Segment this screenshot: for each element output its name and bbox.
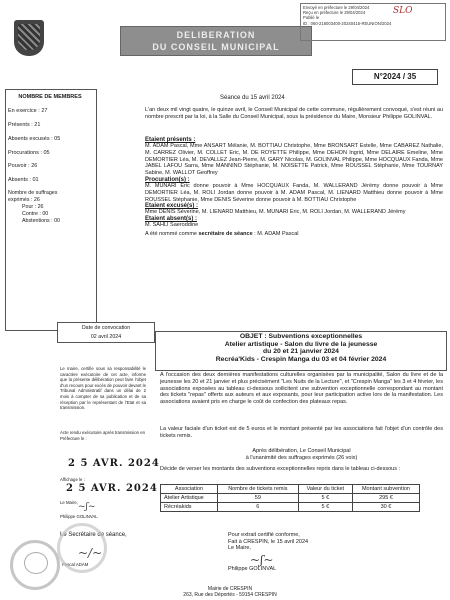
- stat-absents-excuses: Absents excusés : 05: [8, 136, 61, 142]
- intro-paragraph: L'an deux mil vingt quatre, le quinze avril, le Conseil Municipal de cette commune, régulièrement convoqué, s'est réuni au nombre prescrit par la loi, à la Salle du Conseil Municipal, sous la présidence du Maire, Monsieur Philippe GOLINVAL.: [145, 107, 443, 120]
- prefecture-stamp: [300, 3, 446, 41]
- body-paragraph-1: A l'occasion des deux dernières manifestations culturelles organisées par la municipalité, Salon du livre et de la jeunesse les 20 et 21 janvier et plus précisément "Les Nuits de la Lecture", et "Crespin Manga" les 3 et 4 février, les associations exposées au tableau ci-dessous sollicitent une subvention exceptionnelle correspondant au montant des tickets "repas" offerts aux auteurs et aux exposants, pour leur participation active lors de la manifestation. Les associations avaient pris en charge le coût de confection des plateaux repas.: [160, 372, 443, 406]
- procurations-title: Procuration(s) :: [145, 176, 190, 183]
- secretary-line: [145, 231, 443, 238]
- certification-block: [228, 532, 308, 552]
- deliberation-number: N°2024 / 35: [352, 69, 438, 85]
- stamp-line: Reçu en préfecture le 29/04/2024: [303, 10, 366, 16]
- cell-tickets: 6: [217, 503, 298, 512]
- votes-abstentions: Abstentions : 00: [22, 218, 60, 224]
- left-maire-label: Le Maire,: [60, 500, 78, 505]
- body-paragraph-2: La valeur faciale d'un ticket est de 5 euros et le montant présenté par les associations fait l'objet d'un contrôle des tickets remis.: [160, 426, 443, 439]
- cell-valeur: 5 €: [298, 494, 352, 503]
- procurations-text: M. MUNARI Eric donne pouvoir à Mme HOCQUAUX Fanda, M. WALLERAND Jérémy donne pouvoir à Mme DEMORTIER Léa, M. ROLI Jordan donne pouvoir à M. ADAM Pascal, M. LIENARD Matthieu donne pouvoir à Mme ROUSSEL Stéphanie, Mme DENIS Séverine donne pouvoir à M. BOTTIAU Christophe: [145, 182, 443, 203]
- absents-text: M. SAHLI Saeroddine: [145, 222, 199, 229]
- presents-text: M. ADAM Pascal, Mme ANSART Mélanie, M. BOTTIAU Christophe, Mme BRONSART Estelle, Mme CABAREZ Nathalie, M. CARREZ Olivier, M. COLLET Eric, M. DE ROYETTE Philippe, Mme DEHON Ingrid, Mme DELAIRE Emeline, Mme DEMORTIER Léa, M. DEVALLEZ Jean-Pierre, M. GARY Nicolas, M. GOLINVAL Philippe, Mme HOCQUAUX Fanda, Mme JABEL LAFOU Sarra, Mme MANNINO Stéphanie, M. NOISETTE Patrick, Mme ROUSSEL Stéphanie, Mme TOURNAY Sabine, M. WALLOT Geoffrey: [145, 143, 443, 177]
- stat-pouvoir: Pouvoir : 26: [8, 163, 38, 169]
- cell-montant: 295 €: [352, 494, 419, 503]
- crest-pattern: [18, 24, 40, 50]
- decision-line-2: à l'unanimité des suffrages exprimés (26 voix): [245, 454, 358, 461]
- stamp-line: Publié le: [303, 15, 320, 21]
- table-row: [161, 494, 420, 503]
- stamp-annotation: SLO: [393, 6, 413, 16]
- banner-title: DELIBERATION: [176, 30, 256, 40]
- header-association: Association: [161, 485, 218, 494]
- left-maire-name: Philippe GOLINVAL: [60, 514, 98, 519]
- stat-procurations: Procurations : 05: [8, 150, 50, 156]
- title-banner: [120, 26, 312, 56]
- decision-line-1: Après délibération, Le Conseil Municipal: [252, 448, 351, 454]
- secretary-line-prefix: A été nommé comme: [145, 230, 197, 237]
- secretary-line-suffix: : M. ADAM Pascal: [254, 230, 299, 237]
- certification-name: Philippe GOLINVAL: [228, 566, 277, 572]
- objet-line-4: Recréa'Kids - Crespin Manga du 03 et 04 février 2024: [215, 355, 387, 363]
- convocation-label: Date de convocation: [81, 325, 131, 331]
- seal-emblem: [24, 552, 48, 574]
- members-title: NOMBRE DE MEMBRES: [18, 94, 82, 100]
- stat-en-exercice: En exercice : 27: [8, 108, 48, 114]
- votes-line: Nombre de suffrages: [8, 190, 58, 196]
- cell-association: Atelier Artistique: [161, 494, 218, 503]
- votes-summary: [8, 190, 88, 225]
- secretary-signature: ~/~: [78, 546, 103, 560]
- secretary-label: Le Secrétaire de séance,: [60, 532, 127, 538]
- table-header-row: [161, 485, 420, 494]
- cell-association: Récréakids: [161, 503, 218, 512]
- cell-montant: 30 €: [352, 503, 419, 512]
- votes-line: exprimés : 26: [8, 197, 40, 203]
- footer: [165, 586, 295, 598]
- table-row: [161, 503, 420, 512]
- presents-title: Etaient présents :: [145, 137, 196, 143]
- header-montant: Montant subvention: [352, 485, 419, 494]
- affichage-date-stamp: 2 5 AVR. 2024: [66, 483, 158, 494]
- banner-subtitle: DU CONSEIL MUNICIPAL: [152, 42, 280, 52]
- footer-line-2: 263, Rue des Déportés - 59154 CRESPIN: [183, 592, 277, 598]
- stamp-line: Envoyé en préfecture le 29/04/2024: [303, 5, 370, 10]
- footer-line-1: Mairie de CRESPIN: [207, 586, 253, 592]
- subventions-table: [160, 484, 420, 512]
- cell-tickets: 59: [217, 494, 298, 503]
- stat-absents: Absents : 01: [8, 177, 39, 183]
- stamp-line: ID : 060-216003400-20240415-REUNION/2024: [303, 20, 392, 26]
- objet-box: [155, 331, 447, 371]
- objet-line-2: Atelier artistique - Salon du livre de la jeunesse: [224, 340, 378, 348]
- header-tickets: Nombre de tickets remis: [217, 485, 298, 494]
- objet-line-1: OBJET : Subventions exceptionnelles: [239, 333, 363, 340]
- votes-contre: Contre : 00: [22, 211, 49, 217]
- maire-signature: ~ʃ~: [250, 553, 274, 567]
- decision-block: [160, 448, 443, 462]
- left-maire-signature: ~ʃ~: [78, 502, 96, 512]
- votes-pour: Pour : 26: [22, 204, 44, 210]
- objet-line-3: du 20 et 21 janvier 2024: [263, 348, 339, 355]
- secretary-line-bold: secrétaire de séance: [198, 230, 253, 237]
- absents-title: Etaient absent(s) :: [145, 216, 198, 223]
- excuses-title: Etaient excusé(s) :: [145, 203, 199, 210]
- official-seal-outer: [57, 523, 107, 573]
- affichage-label: Affichage le :: [60, 477, 85, 482]
- attendance-section: [145, 137, 443, 238]
- recours-note: Le maire, certifie sous sa responsabilité le caractère exécutoire de cet acte, informe que la présente délibération peut faire l'objet d'un recours pour excès de pouvoir devant le Tribunal Administratif dans un délai de 2 mois à compter de sa publication et de sa réception par le représentant de l'Etat et sa transmission.: [60, 366, 146, 411]
- exec-date-stamp: 2 5 AVR. 2024: [68, 458, 160, 469]
- convocation-date: 02 avril 2024: [90, 334, 122, 340]
- stat-presents: Présents : 21: [8, 122, 41, 128]
- certification-line-3: Le Maire,: [228, 545, 251, 551]
- cell-valeur: 5 €: [298, 503, 352, 512]
- exec-label: Acte rendu exécutoire après transmission en Préfecture le :: [60, 430, 146, 441]
- header-valeur: Valeur du ticket: [298, 485, 352, 494]
- excuses-text: Mme DENIS Séverine, M. LIENARD Matthieu, M. MUNARI Eric, M. ROLI Jordan, M. WALLERAND Jérémy: [145, 209, 406, 216]
- secretary-name: Pascal ADAM: [62, 562, 89, 567]
- certification-line-1: Pour extrait certifié conforme,: [228, 532, 300, 538]
- decision-line-3: Décide de verser les montants des subventions exceptionnelles repris dans le tableau ci-dessous :: [160, 466, 400, 472]
- certification-line-2: Fait à CRESPIN, le 15 avril 2024: [228, 538, 309, 545]
- session-date: Séance du 15 avril 2024: [220, 95, 285, 101]
- convocation-box: [57, 322, 155, 343]
